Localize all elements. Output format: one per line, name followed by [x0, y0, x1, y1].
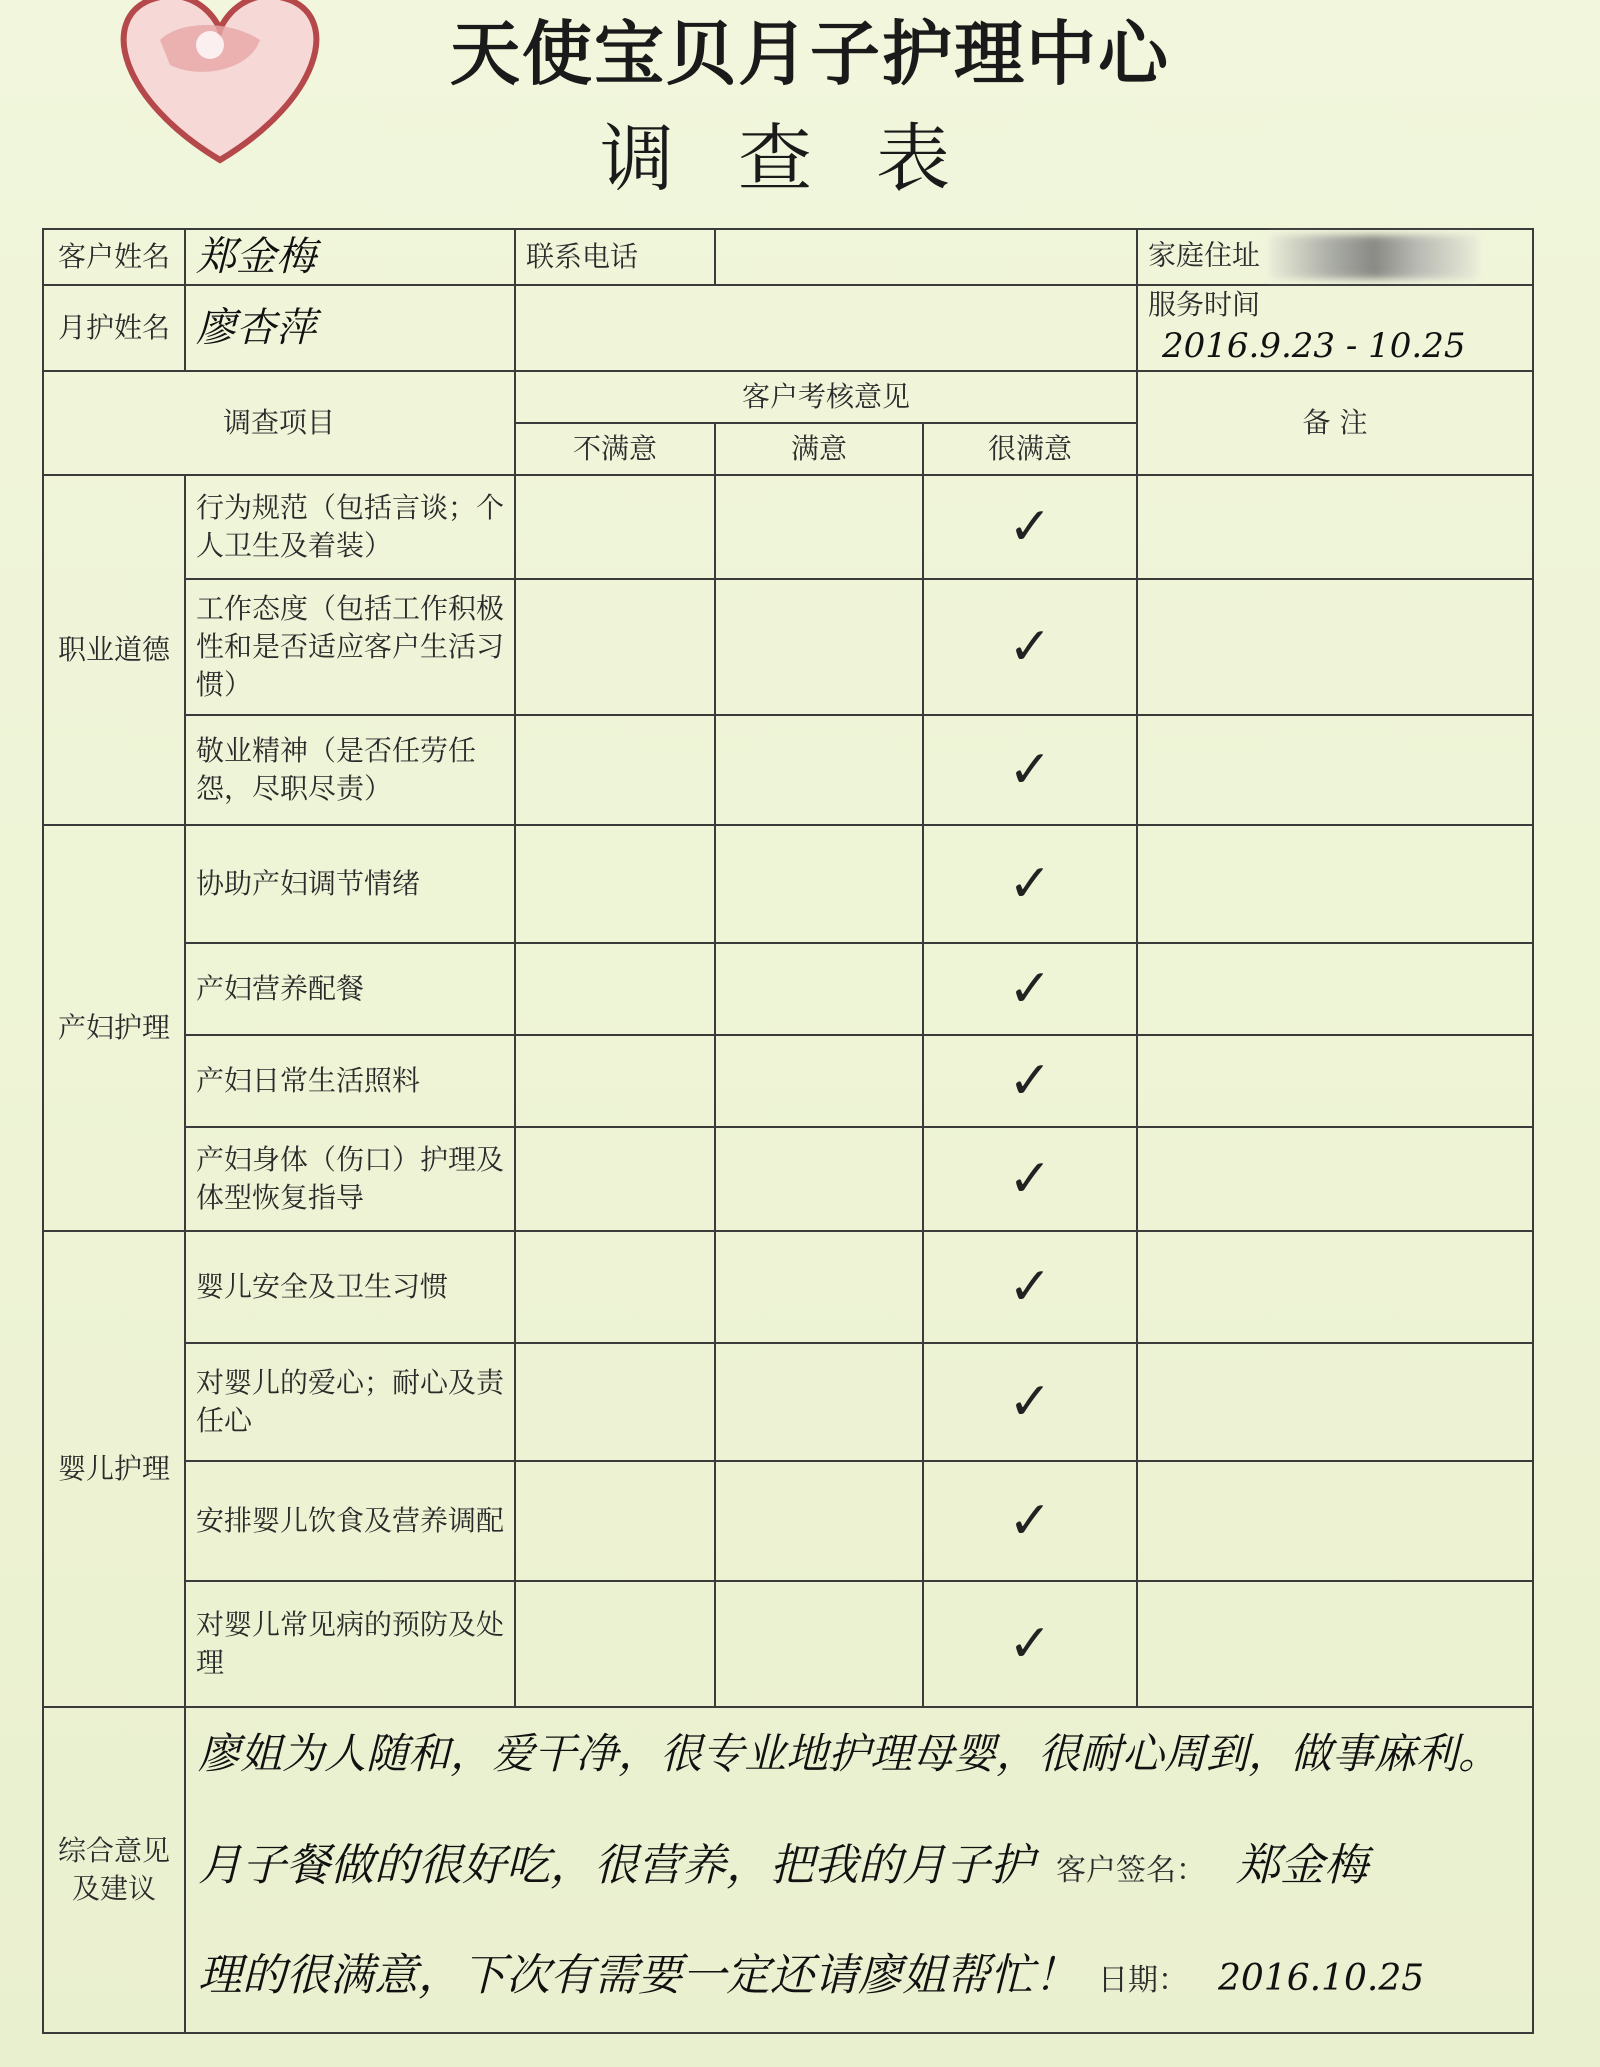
- customer-name-label: 客户姓名: [43, 229, 185, 285]
- satisfied-cell: [715, 1127, 923, 1231]
- table-row: [43, 475, 1533, 579]
- nurse-name-label: 月护姓名: [43, 285, 185, 371]
- not-satisfied-cell: [515, 1035, 715, 1127]
- not-satisfied-cell: [515, 1581, 715, 1707]
- check-mark: ✓: [923, 715, 1137, 825]
- satisfied-header: 满意: [715, 423, 923, 475]
- service-time-value: 2016.9.23 - 10.25: [1162, 325, 1466, 366]
- table-row: [43, 1231, 1533, 1343]
- not-satisfied-cell: [515, 579, 715, 715]
- signature-label: 客户签名：: [1056, 1852, 1206, 1888]
- remarks-cell: [1137, 1581, 1533, 1707]
- comment-line-3: [198, 1946, 1424, 2005]
- check-mark: ✓: [923, 1035, 1137, 1127]
- satisfied-cell: [715, 715, 923, 825]
- satisfied-cell: [715, 1461, 923, 1581]
- satisfied-cell: [715, 1343, 923, 1461]
- nurse-spare-cell: [515, 285, 1137, 371]
- survey-table: [42, 228, 1534, 2034]
- satisfied-cell: [715, 943, 923, 1035]
- address-label: 家庭住址: [1148, 238, 1261, 272]
- phone-value: [715, 229, 1137, 285]
- signature-handwriting: 郑金梅: [1236, 1839, 1368, 1891]
- remarks-cell: [1137, 579, 1533, 715]
- item-label: 安排婴儿饮食及营养调配: [185, 1461, 515, 1581]
- item-label: 敬业精神（是否任劳任怨，尽职尽责）: [185, 715, 515, 825]
- table-row: [43, 715, 1533, 825]
- address-cell: [1137, 229, 1533, 285]
- comment-line-2: [198, 1836, 1368, 1895]
- remarks-header: 备 注: [1137, 371, 1533, 475]
- remarks-cell: [1137, 1461, 1533, 1581]
- table-row: [43, 943, 1533, 1035]
- table-row: [43, 1127, 1533, 1231]
- check-mark: ✓: [923, 1581, 1137, 1707]
- satisfied-cell: [715, 579, 923, 715]
- item-label: 对婴儿常见病的预防及处理: [185, 1581, 515, 1707]
- heart-logo-icon: [60, 0, 380, 180]
- item-label: 产妇身体（伤口）护理及体型恢复指导: [185, 1127, 515, 1231]
- service-time-label: 服务时间: [1148, 288, 1261, 321]
- check-mark: ✓: [923, 1231, 1137, 1343]
- nurse-name-handwriting: 廖杏萍: [196, 304, 316, 351]
- remarks-cell: [1137, 825, 1533, 943]
- item-label: 对婴儿的爱心；耐心及责任心: [185, 1343, 515, 1461]
- not-satisfied-header: 不满意: [515, 423, 715, 475]
- item-label: 产妇日常生活照料: [185, 1035, 515, 1127]
- table-row: [43, 579, 1533, 715]
- table-row: [43, 825, 1533, 943]
- check-mark: ✓: [923, 475, 1137, 579]
- category-label: 婴儿护理: [43, 1231, 185, 1707]
- not-satisfied-cell: [515, 825, 715, 943]
- satisfied-cell: [715, 1035, 923, 1127]
- satisfied-cell: [715, 475, 923, 579]
- customer-name-value: [185, 229, 515, 285]
- remarks-cell: [1137, 1343, 1533, 1461]
- remarks-cell: [1137, 1035, 1533, 1127]
- satisfied-cell: [715, 1581, 923, 1707]
- satisfied-cell: [715, 1231, 923, 1343]
- table-row: [43, 1343, 1533, 1461]
- item-label: 产妇营养配餐: [185, 943, 515, 1035]
- item-label: 协助产妇调节情绪: [185, 825, 515, 943]
- check-mark: ✓: [923, 1127, 1137, 1231]
- remarks-cell: [1137, 943, 1533, 1035]
- not-satisfied-cell: [515, 943, 715, 1035]
- item-label: 婴儿安全及卫生习惯: [185, 1231, 515, 1343]
- table-row: [43, 1581, 1533, 1707]
- remarks-cell: [1137, 475, 1533, 579]
- item-label: 工作态度（包括工作积极性和是否适应客户生活习惯）: [185, 579, 515, 715]
- not-satisfied-cell: [515, 1343, 715, 1461]
- comment-line-3-text: 理的很满意，下次有需要一定还请廖姐帮忙！: [198, 1949, 1078, 2001]
- category-label: 职业道德: [43, 475, 185, 825]
- not-satisfied-cell: [515, 1461, 715, 1581]
- date-handwriting: 2016.10.25: [1218, 1957, 1425, 1999]
- not-satisfied-cell: [515, 475, 715, 579]
- comment-line-1: 廖姐为人随和，爱干净，很专业地护理母婴，很耐心周到，做事麻利。: [198, 1728, 1501, 1778]
- remarks-cell: [1137, 715, 1533, 825]
- opinion-header: 客户考核意见: [515, 371, 1137, 423]
- comments-label: 综合意见及建议: [43, 1707, 185, 2033]
- date-label: 日期：: [1098, 1962, 1188, 1998]
- check-mark: ✓: [923, 1343, 1137, 1461]
- comment-line-2-text: 月子餐做的很好吃，很营养，把我的月子护: [198, 1839, 1034, 1891]
- address-redacted: [1269, 235, 1479, 279]
- check-mark: ✓: [923, 1461, 1137, 1581]
- item-label: 行为规范（包括言谈；个人卫生及着装）: [185, 475, 515, 579]
- nurse-name-value: [185, 285, 515, 371]
- check-mark: ✓: [923, 579, 1137, 715]
- comments-cell: [185, 1707, 1533, 2033]
- check-mark: ✓: [923, 825, 1137, 943]
- item-header: 调查项目: [43, 371, 515, 475]
- very-satisfied-header: 很满意: [923, 423, 1137, 475]
- phone-label: 联系电话: [515, 229, 715, 285]
- customer-name-handwriting: 郑金梅: [196, 234, 316, 280]
- not-satisfied-cell: [515, 715, 715, 825]
- check-mark: ✓: [923, 943, 1137, 1035]
- page-title: 天使宝贝月子护理中心: [450, 13, 1170, 95]
- page-subtitle: 调查表: [600, 116, 1014, 202]
- satisfied-cell: [715, 825, 923, 943]
- not-satisfied-cell: [515, 1127, 715, 1231]
- remarks-cell: [1137, 1231, 1533, 1343]
- service-time-cell: [1137, 285, 1533, 371]
- table-row: [43, 1461, 1533, 1581]
- category-label: 产妇护理: [43, 825, 185, 1231]
- remarks-cell: [1137, 1127, 1533, 1231]
- table-row: [43, 1035, 1533, 1127]
- not-satisfied-cell: [515, 1231, 715, 1343]
